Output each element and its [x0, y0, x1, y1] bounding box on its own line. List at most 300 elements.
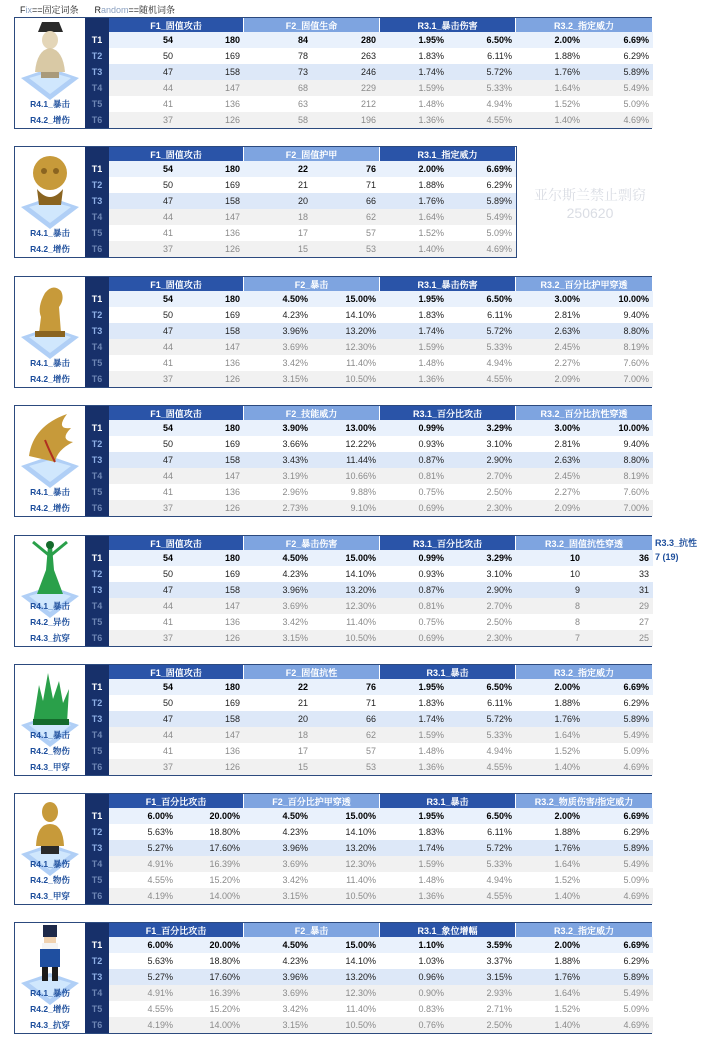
table-row	[109, 209, 516, 225]
table-cell: 3.69%	[282, 342, 308, 352]
table-cell: 54	[162, 164, 173, 174]
table-cell: 4.23%	[282, 956, 308, 966]
table-cell: 1.76%	[554, 972, 580, 982]
table-cell: 2.70%	[486, 601, 512, 611]
table-cell: 2.45%	[554, 471, 580, 481]
table-cell: 22	[297, 164, 308, 174]
legend-random-desc: ==随机词条	[128, 5, 176, 15]
table-cell: 62	[365, 730, 376, 740]
table-row	[109, 484, 653, 500]
table-cell: 37	[162, 244, 173, 254]
table-cell: 14.00%	[209, 1020, 240, 1030]
table-cell: 0.87%	[418, 455, 444, 465]
stat-table	[14, 664, 652, 776]
table-cell: 6.00%	[147, 811, 173, 821]
table-cell: 13.20%	[345, 972, 376, 982]
tier-label: T6	[91, 115, 103, 125]
table-row	[109, 1001, 653, 1017]
table-row	[109, 225, 516, 241]
table-cell: 4.69%	[623, 762, 649, 772]
table-cell: 1.52%	[418, 228, 444, 238]
table-cell: 1.76%	[418, 196, 444, 206]
watermark-line2: 250620	[566, 205, 614, 221]
random-stat-label: R4.1_暴击	[30, 487, 70, 497]
tier-label: T5	[91, 875, 103, 885]
table-cell: 76	[365, 682, 376, 692]
table-cell: 5.33%	[486, 859, 512, 869]
table-cell: 5.49%	[623, 83, 649, 93]
random-stat-label: R4.2_增伤	[30, 503, 70, 513]
tier-label: T1	[91, 164, 103, 174]
table-cell: 2.81%	[554, 439, 580, 449]
table-cell: 0.93%	[418, 569, 444, 579]
tier-label: T5	[91, 99, 103, 109]
column-header: R3.1_暴击	[380, 794, 516, 810]
table-cell: 1.59%	[418, 859, 444, 869]
table-cell: 18.80%	[209, 827, 240, 837]
table-cell: 136	[224, 617, 240, 627]
table-cell: 12.30%	[345, 859, 376, 869]
spikes	[33, 673, 69, 723]
table-row	[109, 307, 653, 323]
column-header: F1_固值攻击	[109, 277, 244, 293]
table-cell: 3.96%	[282, 843, 308, 853]
column-header: F2_暴击伤害	[244, 536, 380, 552]
table-cell: 41	[162, 617, 173, 627]
tier-column	[85, 147, 109, 257]
random-stat-label: R4.2_异伤	[30, 617, 70, 627]
table-cell: 50	[162, 439, 173, 449]
table-cell: 3.15%	[282, 891, 308, 901]
table-cell: 2.63%	[554, 455, 580, 465]
table-cell: 4.50%	[282, 553, 308, 563]
table-cell: 13.20%	[345, 326, 376, 336]
table-cell: 10.50%	[345, 374, 376, 384]
table-cell: 5.63%	[147, 956, 173, 966]
table-cell: 10	[569, 569, 580, 579]
tier-label: T1	[91, 423, 103, 433]
table-cell: 1.52%	[554, 875, 580, 885]
table-cell: 62	[365, 212, 376, 222]
table-cell: 6.11%	[487, 698, 512, 708]
table-cell: 44	[162, 83, 173, 93]
table-row	[109, 355, 653, 371]
tier-label: T2	[91, 51, 103, 61]
table-cell: 44	[162, 601, 173, 611]
tier-label: T2	[91, 180, 103, 190]
table-cell: 41	[162, 358, 173, 368]
table-cell: 22	[297, 682, 308, 692]
table-cell: 10.50%	[345, 891, 376, 901]
table-cell: 1.64%	[554, 730, 580, 740]
table-cell: 3.42%	[282, 1004, 308, 1014]
tier-label: T4	[91, 859, 103, 869]
table-row	[109, 177, 516, 193]
table-cell: 1.76%	[554, 843, 580, 853]
column-header: R3.2_指定威力	[516, 923, 653, 939]
tier-label: T6	[91, 762, 103, 772]
tier-label: T1	[91, 35, 103, 45]
nut-leg-left	[42, 967, 48, 981]
table-cell: 12.30%	[345, 342, 376, 352]
table-cell: 6.29%	[623, 698, 649, 708]
base	[41, 72, 59, 78]
table-cell: 3.19%	[282, 471, 308, 481]
nut-beard	[42, 943, 58, 949]
table-cell: 3.29%	[486, 423, 512, 433]
table-row	[109, 291, 653, 307]
table-cell: 1.64%	[554, 988, 580, 998]
table-cell: 6.11%	[487, 310, 512, 320]
legend-fix-desc: ==固定词条	[32, 5, 79, 15]
table-cell: 71	[365, 180, 376, 190]
stat-table	[14, 922, 652, 1034]
column-header: R3.1_暴击	[380, 665, 516, 681]
table-cell: 47	[162, 585, 173, 595]
table-row	[109, 420, 653, 436]
table-cell: 2.50%	[486, 617, 512, 627]
table-cell: 47	[162, 326, 173, 336]
column-header: R3.1_象位增幅	[380, 923, 516, 939]
table-cell: 2.00%	[554, 682, 580, 692]
table-cell: 71	[365, 698, 376, 708]
table-cell: 3.59%	[486, 940, 512, 950]
random-stat-label: R4.1_暴击	[30, 730, 70, 740]
table-cell: 4.91%	[147, 988, 173, 998]
tier-label: T3	[91, 196, 103, 206]
table-cell: 84	[297, 35, 308, 45]
table-row	[109, 598, 653, 614]
spike-base	[33, 719, 69, 725]
random-stat-label: R4.2_物伤	[30, 875, 70, 885]
table-cell: 1.88%	[554, 698, 580, 708]
table-cell: 6.69%	[623, 811, 649, 821]
tier-label: T6	[91, 374, 103, 384]
tier-label: T5	[91, 487, 103, 497]
table-cell: 18	[297, 730, 308, 740]
table-cell: 11.40%	[346, 358, 376, 368]
table-cell: 53	[365, 244, 376, 254]
table-cell: 2.70%	[486, 471, 512, 481]
table-cell: 25	[638, 633, 649, 643]
table-cell: 1.40%	[554, 762, 580, 772]
table-cell: 2.09%	[554, 374, 580, 384]
table-cell: 4.69%	[486, 244, 512, 254]
tier-label: T3	[91, 585, 103, 595]
table-cell: 158	[224, 585, 240, 595]
table-cell: 37	[162, 762, 173, 772]
table-row	[109, 452, 653, 468]
tier-label: T2	[91, 439, 103, 449]
table-cell: 1.83%	[418, 51, 444, 61]
table-row	[109, 743, 653, 759]
knight-base	[35, 331, 65, 337]
table-cell: 11.40%	[346, 875, 376, 885]
table-cell: 0.93%	[418, 439, 444, 449]
bust-chest	[36, 824, 64, 846]
table-cell: 212	[360, 99, 376, 109]
table-cell: 2.71%	[486, 1004, 512, 1014]
table-cell: 180	[224, 294, 240, 304]
tier-column	[85, 277, 109, 387]
table-cell: 5.09%	[623, 99, 649, 109]
table-cell: 14.10%	[345, 827, 376, 837]
table-cell: 280	[360, 35, 376, 45]
column-header: F1_固值攻击	[109, 18, 244, 34]
tier-label: T4	[91, 601, 103, 611]
table-cell: 1.36%	[418, 762, 444, 772]
table-cell: 3.15%	[282, 1020, 308, 1030]
table-cell: 3.90%	[282, 423, 308, 433]
table-cell: 5.33%	[486, 83, 512, 93]
table-row	[109, 161, 516, 177]
tier-label: T2	[91, 310, 103, 320]
table-cell: 0.96%	[418, 972, 444, 982]
table-cell: 17	[297, 228, 308, 238]
column-header: F1_固值攻击	[109, 147, 244, 163]
table-cell: 136	[224, 487, 240, 497]
table-cell: 1.88%	[554, 51, 580, 61]
random-stat-label: R4.1_暴击	[30, 99, 70, 109]
table-cell: 20	[297, 714, 308, 724]
nut-leg-right	[52, 967, 58, 981]
table-row	[109, 1017, 653, 1033]
table-cell: 2.50%	[486, 1020, 512, 1030]
table-cell: 3.69%	[282, 859, 308, 869]
table-cell: 7	[574, 633, 580, 643]
random-stat-label: R4.3_抗穿	[30, 633, 70, 643]
table-cell: 3.00%	[554, 294, 580, 304]
table-cell: 4.69%	[623, 891, 649, 901]
table-row	[109, 582, 653, 598]
table-cell: 246	[360, 67, 376, 77]
table-cell: 0.81%	[418, 471, 444, 481]
table-cell: 7.00%	[623, 374, 649, 384]
table-cell: 5.63%	[147, 827, 173, 837]
table-cell: 6.69%	[623, 940, 649, 950]
tier-label: T2	[91, 698, 103, 708]
table-cell: 3.10%	[486, 569, 512, 579]
table-cell: 5.33%	[486, 730, 512, 740]
table-cell: 136	[224, 746, 240, 756]
table-cell: 1.36%	[418, 374, 444, 384]
watermark-line1: 亚尔斯兰禁止剽窃	[534, 187, 646, 203]
table-cell: 3.15%	[282, 633, 308, 643]
table-cell: 63	[297, 99, 308, 109]
tier-label: T5	[91, 228, 103, 238]
table-cell: 78	[297, 51, 308, 61]
table-cell: 3.37%	[486, 956, 512, 966]
table-cell: 1.74%	[418, 67, 444, 77]
tier-label: T1	[91, 940, 103, 950]
table-row	[109, 339, 653, 355]
table-cell: 1.88%	[418, 180, 444, 190]
table-row	[109, 550, 653, 566]
table-cell: 4.50%	[282, 294, 308, 304]
column-header: R3.1_百分比攻击	[380, 406, 516, 422]
tier-label: T6	[91, 1020, 103, 1030]
table-row	[109, 711, 653, 727]
random-stat-label: R4.2_增伤	[30, 115, 70, 125]
table-cell: 3.43%	[282, 455, 308, 465]
table-cell: 31	[638, 585, 649, 595]
table-cell: 3.96%	[282, 326, 308, 336]
table-cell: 11.40%	[346, 617, 376, 627]
table-row	[109, 872, 653, 888]
table-cell: 196	[360, 115, 376, 125]
table-cell: 5.72%	[486, 714, 512, 724]
table-cell: 1.48%	[418, 875, 444, 885]
table-cell: 16.39%	[209, 988, 240, 998]
table-cell: 9	[574, 585, 580, 595]
table-cell: 126	[224, 244, 240, 254]
table-cell: 169	[224, 51, 240, 61]
table-cell: 3.15%	[486, 972, 512, 982]
table-cell: 4.23%	[282, 310, 308, 320]
table-cell: 263	[360, 51, 376, 61]
table-cell: 53	[365, 762, 376, 772]
table-cell: 47	[162, 455, 173, 465]
table-cell: 54	[162, 423, 173, 433]
stat-table	[14, 793, 652, 905]
table-cell: 6.11%	[487, 51, 512, 61]
tier-label: T3	[91, 972, 103, 982]
table-cell: 6.69%	[486, 164, 512, 174]
table-cell: 3.15%	[282, 374, 308, 384]
table-cell: 0.99%	[418, 553, 444, 563]
random-stat-label: R4.1_暴击	[30, 228, 70, 238]
column-header: R3.2_百分比抗性穿透	[516, 406, 653, 422]
table-cell: 1.59%	[418, 83, 444, 93]
table-cell: 136	[224, 358, 240, 368]
table-cell: 50	[162, 698, 173, 708]
table-cell: 1.83%	[418, 827, 444, 837]
knight-body	[39, 287, 63, 333]
table-cell: 169	[224, 569, 240, 579]
table-row	[109, 824, 653, 840]
table-cell: 76	[365, 164, 376, 174]
table-cell: 3.42%	[282, 358, 308, 368]
table-cell: 5.49%	[486, 212, 512, 222]
tier-label: T4	[91, 471, 103, 481]
table-cell: 1.48%	[418, 358, 444, 368]
random-stat-label: R4.1_暴击	[30, 358, 70, 368]
table-cell: 50	[162, 310, 173, 320]
table-cell: 58	[297, 115, 308, 125]
table-cell: 1.74%	[418, 714, 444, 724]
table-cell: 147	[224, 601, 240, 611]
table-cell: 36	[638, 553, 649, 563]
table-row	[109, 614, 653, 630]
table-cell: 4.94%	[486, 875, 512, 885]
table-cell: 17	[297, 746, 308, 756]
table-cell: 0.75%	[418, 487, 444, 497]
table-cell: 2.27%	[554, 358, 580, 368]
table-cell: 2.00%	[554, 35, 580, 45]
tier-column	[85, 665, 109, 775]
table-row	[109, 112, 653, 128]
table-cell: 2.00%	[554, 811, 580, 821]
tier-label: T5	[91, 746, 103, 756]
table-cell: 2.30%	[486, 633, 512, 643]
table-cell: 44	[162, 471, 173, 481]
table-cell: 5.27%	[147, 972, 173, 982]
tier-label: T4	[91, 730, 103, 740]
table-cell: 169	[224, 439, 240, 449]
face	[42, 31, 58, 49]
table-cell: 1.52%	[554, 1004, 580, 1014]
tier-label: T1	[91, 553, 103, 563]
table-cell: 1.95%	[418, 682, 444, 692]
column-header: R3.2_固值抗性穿透	[516, 536, 653, 552]
table-cell: 8.19%	[623, 471, 649, 481]
table-row	[109, 193, 516, 209]
table-cell: 6.50%	[486, 811, 512, 821]
table-cell: 20.00%	[209, 940, 240, 950]
table-cell: 6.69%	[623, 682, 649, 692]
table-row	[109, 953, 653, 969]
table-cell: 6.50%	[486, 294, 512, 304]
table-cell: 0.99%	[418, 423, 444, 433]
table-cell: 6.29%	[623, 956, 649, 966]
table-cell: 3.10%	[486, 439, 512, 449]
table-cell: 2.27%	[554, 487, 580, 497]
table-cell: 15.20%	[209, 875, 240, 885]
table-cell: 20.00%	[209, 811, 240, 821]
table-cell: 1.03%	[418, 956, 444, 966]
tier-column	[85, 18, 109, 128]
table-cell: 1.64%	[554, 83, 580, 93]
table-cell: 54	[162, 553, 173, 563]
table-cell: 12.30%	[345, 601, 376, 611]
random-stat-label: R4.2_增伤	[30, 244, 70, 254]
table-cell: 6.00%	[147, 940, 173, 950]
table-cell: 54	[162, 35, 173, 45]
table-cell: 37	[162, 115, 173, 125]
tier-label: T2	[91, 569, 103, 579]
table-cell: 6.50%	[486, 35, 512, 45]
column-header: F2_固值抗性	[244, 665, 380, 681]
table-cell: 4.55%	[147, 1004, 173, 1014]
table-cell: 5.09%	[623, 875, 649, 885]
table-cell: 5.72%	[486, 67, 512, 77]
table-cell: 147	[224, 83, 240, 93]
table-cell: 41	[162, 228, 173, 238]
random-stat-label: R4.3_甲穿	[30, 762, 70, 772]
table-cell: 9.40%	[623, 310, 649, 320]
table-cell: 5.89%	[486, 196, 512, 206]
table-cell: 1.36%	[418, 891, 444, 901]
table-cell: 4.69%	[623, 1020, 649, 1030]
table-cell: 5.49%	[623, 988, 649, 998]
table-cell: 169	[224, 698, 240, 708]
table-cell: 2.00%	[418, 164, 444, 174]
table-cell: 54	[162, 682, 173, 692]
bust-base	[41, 846, 59, 854]
table-cell: 3.00%	[554, 423, 580, 433]
table-cell: 11.44%	[346, 455, 376, 465]
tier-label: T5	[91, 358, 103, 368]
legend-fix-rest: ix	[25, 5, 32, 15]
tier-label: T5	[91, 1004, 103, 1014]
table-cell: 9.10%	[350, 503, 376, 513]
table-cell: 13.20%	[345, 585, 376, 595]
table-cell: 4.23%	[282, 827, 308, 837]
table-cell: 4.23%	[282, 569, 308, 579]
table-cell: 10.00%	[618, 423, 649, 433]
hat	[38, 22, 63, 32]
column-header: R3.2_指定威力	[516, 665, 653, 681]
